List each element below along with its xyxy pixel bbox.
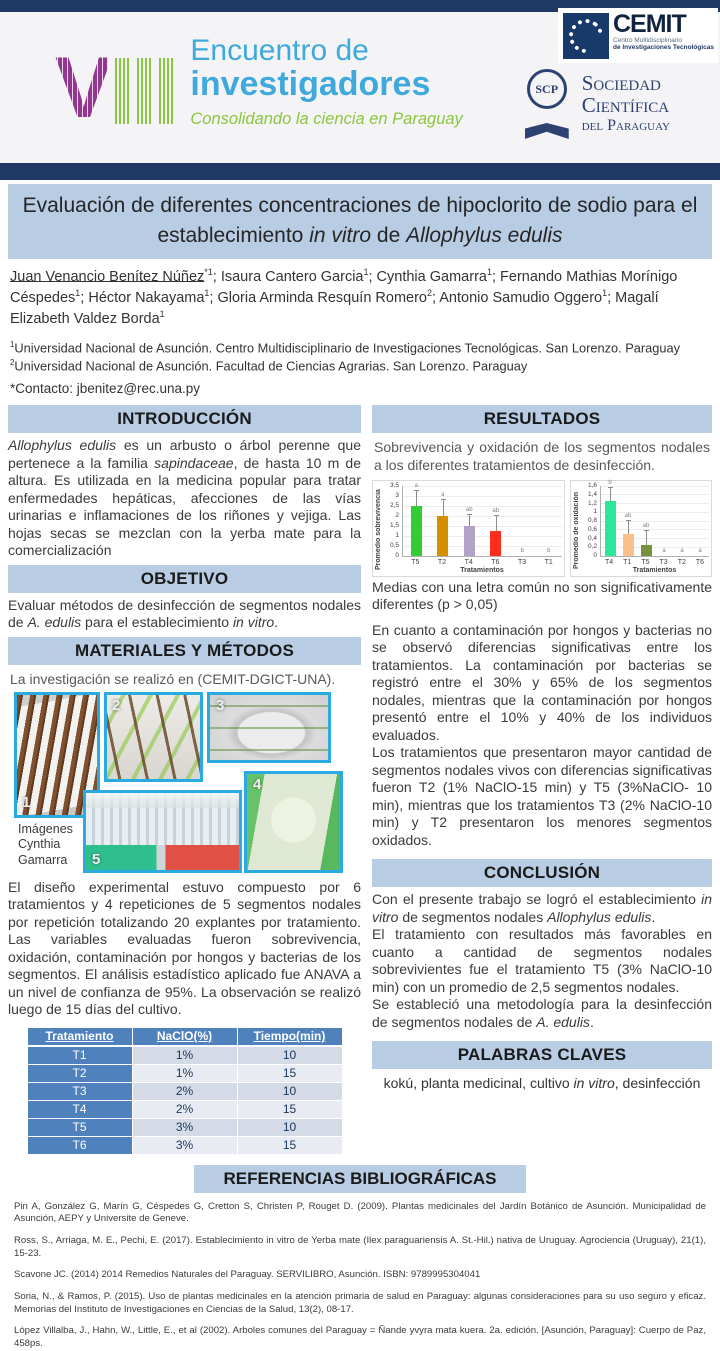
significance-letter: a — [414, 482, 418, 489]
x-tick-label: T1 — [623, 558, 632, 566]
table-row-header: T5 — [27, 1118, 132, 1136]
resultados-lead: Sobrevivencia y oxidación de los segmentos nodales a los diferentes tratamientos de desinfección. — [374, 439, 710, 474]
table-row-header: T6 — [27, 1136, 132, 1154]
error-bar — [443, 500, 444, 516]
bar-slot-T6 — [691, 486, 709, 556]
materiales-intro-text: La investigación se realizó en (CEMIT-DGICT-UNA). — [10, 670, 336, 687]
x-tick-label: T5 — [411, 558, 420, 566]
reference-item-5: López Villalba, J., Hahn, W., Little, E., et al (2002). Arboles comunes del Paraguay = Ñande yvyra mata kuera. 2a. edición. [Asunción, Paraguay]: Cuerpo de Paz, 458ps. — [14, 1325, 706, 1350]
x-tick-label: T3 — [659, 558, 668, 566]
chart-oxidacion — [570, 480, 712, 577]
event-title-line2: investigadores — [190, 64, 431, 103]
x-tick-label: T4 — [605, 558, 614, 566]
section-header-materiales: MATERIALES Y MÉTODOS — [8, 637, 361, 665]
y-tick-label: 3 — [395, 492, 399, 500]
numeral-bar-3 — [159, 58, 174, 124]
bar-T5 — [641, 545, 652, 556]
table-cell: 2% — [132, 1082, 237, 1100]
x-tick-label: T2 — [677, 558, 686, 566]
bar-slot-T3 — [509, 486, 536, 556]
error-bar-cap — [626, 520, 631, 521]
scp-line1: Sociedad — [581, 71, 661, 96]
x-tick-label: T3 — [517, 558, 527, 566]
error-bar — [646, 531, 647, 544]
event-tagline: Consolidando la ciencia en Paraguay — [190, 109, 463, 128]
contact-email: *Contacto: jbenitez@rec.una.py — [10, 381, 201, 397]
x-tick-label: T6 — [695, 558, 705, 566]
photo-culture-vessel — [244, 771, 343, 873]
section-header-objetivo: OBJETIVO — [8, 565, 361, 593]
cemit-dotted-c-icon — [562, 12, 610, 60]
conclusion-paragraph-3: Se estableció una metodología para la desinfección de segmentos nodales de A. edulis. — [372, 996, 712, 1030]
error-bar-cap — [608, 487, 613, 488]
reference-item-4: Soria, N., & Ramos, P. (2015). Uso de plantas medicinales en la atención primaria de salud en Paraguay: algunas consideraciones para su uso seguro y eficaz. Memorias del Instituto de Investigaciones en Ciencias de la Salud, 13(2), 08-17. — [14, 1291, 706, 1315]
header-band — [0, 12, 720, 163]
bar-T1 — [623, 534, 634, 556]
bar-T4 — [605, 501, 616, 556]
bar-T4 — [464, 526, 475, 556]
table-cell: 15 — [237, 1136, 342, 1154]
y-tick-label: 0,4 — [587, 534, 597, 542]
error-bar-cap — [467, 514, 472, 515]
y-tick-label: 3,5 — [389, 482, 399, 490]
right-column — [372, 400, 712, 1091]
error-bar — [610, 488, 611, 501]
photo-petri-dish — [207, 692, 331, 763]
section-header-resultados: RESULTADOS — [372, 405, 712, 433]
scp-emblem-icon — [520, 67, 574, 141]
bar-slot-T4 — [601, 479, 619, 556]
affiliations — [10, 339, 710, 375]
scp-line3: del Paraguay — [581, 117, 670, 135]
bar-slot-T2 — [673, 486, 691, 556]
table-row — [27, 1100, 342, 1118]
table-row-header: T1 — [27, 1046, 132, 1065]
bar-slot-T4 — [456, 486, 483, 556]
table-row — [27, 1064, 342, 1082]
bar-slot-T5 — [637, 486, 655, 556]
bar-slot-T6 — [483, 486, 510, 556]
scp-monogram: SCP — [527, 69, 567, 109]
table-cell: 1% — [132, 1046, 237, 1065]
y-tick-label: 0 — [593, 552, 597, 560]
method-photos — [8, 692, 361, 873]
table-row-header: T3 — [27, 1082, 132, 1100]
introduccion-text: Allophylus edulis es un arbusto o árbol perenne que pertenece a la familia sapindaceae, de hasta 10 m de altura. Es utilizada en la medicina popular para tratar enfermedades hepáticas, afecciones de las vías urinarias e inflamaciones de los riñones y vejiga. Las hojas secas se mezclan con la yerba mate para la comercialización — [8, 437, 362, 559]
event-logo — [55, 34, 463, 137]
numeral-bar-1 — [115, 58, 130, 124]
cemit-logo-icon — [563, 13, 609, 59]
table-cell: 10 — [237, 1118, 342, 1136]
significance-letter: b — [608, 479, 612, 486]
photo-number-1: 1 — [22, 793, 31, 811]
bar-slot-T1 — [619, 486, 637, 556]
results-charts — [372, 480, 712, 577]
photo-credit — [18, 822, 73, 869]
y-tick-label: 1,4 — [587, 490, 597, 498]
reference-item-3: Scavone JC. (2014) 2014 Remedios Naturales del Paraguay. SERVILIBRO, Asunción. ISBN: 9789995304041 — [14, 1269, 481, 1281]
error-bar-cap — [414, 490, 419, 491]
significance-letter: ab — [642, 523, 650, 530]
y-tick-label: 0 — [395, 552, 399, 560]
table-row — [27, 1046, 342, 1065]
bar-T2 — [437, 516, 448, 556]
chart-sobrevivencia — [372, 480, 565, 577]
event-title-line1: Encuentro de — [190, 34, 369, 67]
table-row-header: T2 — [27, 1064, 132, 1082]
x-tick-label: T4 — [464, 558, 473, 566]
error-bar — [628, 521, 629, 534]
significance-letter: ab — [492, 507, 500, 514]
significance-letter: ab — [465, 506, 473, 513]
table-row — [27, 1082, 342, 1100]
error-bar-cap — [441, 499, 446, 500]
cemit-subtitle-2: de Investigaciones Tecnológicas — [612, 43, 714, 51]
error-bar-cap — [494, 515, 499, 516]
table-cell: 2% — [132, 1100, 237, 1118]
bar-T6 — [490, 531, 501, 556]
cemit-wordmark — [612, 10, 714, 51]
table-header-cell: Tiempo(min) — [237, 1027, 342, 1046]
design-text: El diseño experimental estuvo compuesto por 6 tratamientos y 4 repeticiones de 5 segmentos nodales por repetición totalizando 20 explantes por tratamiento. Las variables evaluadas fueron sobrevivencia, oxidación, contaminación por hongos y bacterias de los segmentos. El análisis estadístico aplicado fue ANAVA a un nivel de confianza de 95%. La observación se realizó luego de 15 días del cultivo. — [8, 878, 361, 1018]
photo-number-5: 5 — [92, 850, 101, 868]
resultados-paragraph-2: Los tratamientos que presentaron mayor cantidad de segmentos nodales vivos con diferencias significativas fueron T2 (1% NaClO-15 min) y T5 (3%NaClO- 10 min), mientras que los tratamientos T3 (2% NaClO-10 min) y T2 presentaron los menores segmentos oxidados. — [372, 744, 712, 848]
table-cell: 10 — [237, 1082, 342, 1100]
numeral-v: V — [55, 40, 109, 137]
section-header-referencias: REFERENCIAS BIBLIOGRÁFICAS — [194, 1165, 526, 1193]
bar-slot-T2 — [430, 486, 457, 556]
x-tick-label: T2 — [437, 558, 447, 566]
table-cell: 15 — [237, 1064, 342, 1082]
event-numeral-viii — [55, 40, 174, 137]
table-row — [27, 1118, 342, 1136]
error-bar — [416, 491, 417, 506]
photo-number-3: 3 — [216, 696, 225, 714]
y-tick-label: 0,6 — [587, 525, 597, 533]
section-header-conclusion: CONCLUSIÓN — [372, 859, 712, 887]
significance-letter: a — [680, 547, 684, 554]
y-tick-label: 1,5 — [389, 522, 399, 530]
photo-credit-line1: Imágenes — [18, 821, 73, 836]
photo-number-4: 4 — [253, 775, 262, 793]
photo-credit-line3: Gamarra — [18, 853, 68, 868]
y-tick-label: 1,2 — [587, 499, 597, 507]
reference-item-1: Pin A, González G, Marín G, Céspedes G, Cretton S, Christen P, Rouget D. (2009). Plantas medicinales del Jardín Botánico de Asunción. Municipalidad de Asunción, AEPY y Universite de Geneve. — [14, 1200, 706, 1225]
chart1-y-axis — [385, 482, 402, 560]
y-tick-label: 2,5 — [389, 502, 399, 510]
photo-number-2: 2 — [112, 696, 121, 714]
cemit-acronym: CEMIT — [612, 10, 686, 38]
chart1-plot-area — [402, 482, 562, 557]
section-header-introduccion: INTRODUCCIÓN — [8, 405, 361, 433]
x-tick-label: T6 — [491, 558, 500, 566]
photo-branches-in-jars — [104, 692, 203, 782]
chart1-x-axis-label: Tratamientos — [460, 566, 504, 574]
chart2-x-ticks — [600, 557, 709, 566]
scp-wordmark — [582, 73, 670, 134]
table-cell: 10 — [237, 1046, 342, 1065]
conclusion-paragraph-2: El tratamiento con resultados más favorables en cuanto a cantidad de segmentos nodales sobrevivientes fue el tratamiento T5 (3% NaClO-10 min) con un promedio de 2,5 segmentos nodales. — [372, 926, 712, 995]
bar-slot-T5 — [403, 482, 430, 556]
references-list — [0, 1199, 720, 1351]
treatments-table — [27, 1027, 343, 1155]
x-tick-label: T5 — [641, 558, 650, 566]
table-cell: 15 — [237, 1100, 342, 1118]
y-tick-label: 1 — [593, 508, 597, 516]
error-bar — [496, 516, 497, 531]
bar-T5 — [411, 506, 422, 556]
table-cell: 1% — [132, 1064, 237, 1082]
significance-letter: ab — [624, 512, 632, 519]
table-row-header: T4 — [27, 1100, 132, 1118]
table-row — [27, 1136, 342, 1154]
resultados-paragraph-1: En cuanto a contaminación por hongos y bacterias no se observó diferencias significativas entre los tratamientos. La contaminación por bacterias se registró entre el 30% y 65% de los segmentos nodales, mientras que la contaminación por hongos presentó entre el 10% y 40% de los individuos evaluados. — [372, 621, 712, 743]
scp-book-icon — [525, 123, 569, 139]
conclusion-paragraph-1: Con el presente trabajo se logró el establecimiento in vitro de segmentos nodales Allophylus edulis. — [372, 891, 712, 925]
event-title — [190, 36, 462, 129]
affiliation-1: $^1$Universidad Nacional de Asunción. Centro Multidisciplinario de Investigaciones Tecnológicas. San Lorenzo. Paraguay — [10, 339, 680, 356]
bar-slot-T1 — [536, 486, 563, 556]
y-tick-label: 1 — [395, 532, 399, 540]
numeral-bar-2 — [137, 58, 152, 124]
chart2-plot-area — [600, 479, 709, 557]
photo-credit-line2: Cynthia — [18, 837, 61, 852]
poster-title: Evaluación de diferentes concentraciones de hipoclorito de sodio para el establecimiento in vitro de Allophylus edulis — [8, 184, 712, 259]
y-tick-label: 0,5 — [389, 542, 399, 550]
x-tick-label: T1 — [544, 558, 553, 566]
table-header-cell: NaClO(%) — [132, 1027, 237, 1046]
poster-columns — [0, 396, 720, 1155]
bar-slot-T3 — [655, 486, 673, 556]
photo-test-tubes — [83, 790, 242, 873]
chart2-x-axis-label: Tratamientos — [632, 566, 677, 574]
significance-letter: a — [662, 547, 666, 554]
cemit-logo — [558, 8, 718, 63]
keywords-line: kokú, planta medicinal, cultivo in vitro, desinfección — [383, 1075, 701, 1092]
scp-line2: Científica — [581, 93, 670, 118]
section-header-palabras: PALABRAS CLAVES — [372, 1041, 712, 1069]
error-bar-cap — [644, 530, 649, 531]
significance-letter: b — [547, 547, 551, 554]
header-divider-bar — [0, 163, 720, 180]
error-bar — [469, 515, 470, 526]
chart2-y-axis — [583, 482, 600, 560]
y-tick-label: 1,6 — [587, 482, 597, 490]
affiliation-2: $^2$Universidad Nacional de Asunción. Facultad de Ciencias Agrarias. San Lorenzo. Paraguay — [10, 357, 528, 374]
significance-letter: a — [441, 491, 445, 498]
significance-note: Medias con una letra común no son significativamente diferentes (p > 0,05) — [372, 578, 712, 613]
left-column — [8, 400, 361, 1155]
table-cell: 3% — [132, 1118, 237, 1136]
significance-letter: b — [520, 547, 524, 554]
scp-logo — [520, 67, 670, 141]
chart2-y-axis-label: Promedio de oxidación — [573, 491, 580, 569]
objetivo-text: Evaluar métodos de desinfección de segmentos nodales de A. edulis para el establecimiento in vitro. — [8, 596, 361, 631]
authors-line: Juan Venancio Benítez Núñez$^{*1}$; Isaura Cantero Garcia$^1$; Cynthia Gamarra$^1$; Fernando Mathias Morínigo Céspedes$^1$; Héctor Nakayama$^1$; Gloria Arminda Resquín Romero$^2$; Antonio Samudio Oggero$^1$; Magalí Elizabeth Valdez Borda$^1$ — [10, 266, 678, 328]
reference-item-2: Ross, S., Arriaga, M. E., Pechi, E. (2017). Establecimiento in vitro de Yerba mate (Ilex paraguariensis A. St.-Hil.) nativa de Uruguay. Agrociencia (Uruguay), 21(1), 15-23. — [14, 1235, 706, 1259]
chart1-y-axis-label: Promedio sobrevivencia — [375, 489, 382, 570]
y-tick-label: 0,2 — [587, 543, 597, 551]
y-tick-label: 0,8 — [587, 517, 597, 525]
chart1-x-ticks — [402, 557, 562, 566]
table-header-cell: Tratamiento — [27, 1027, 132, 1046]
significance-letter: a — [698, 547, 702, 554]
y-tick-label: 2 — [395, 512, 399, 520]
table-cell: 3% — [132, 1136, 237, 1154]
cemit-subtitle-1: Centro Multidisciplinario — [612, 36, 682, 44]
